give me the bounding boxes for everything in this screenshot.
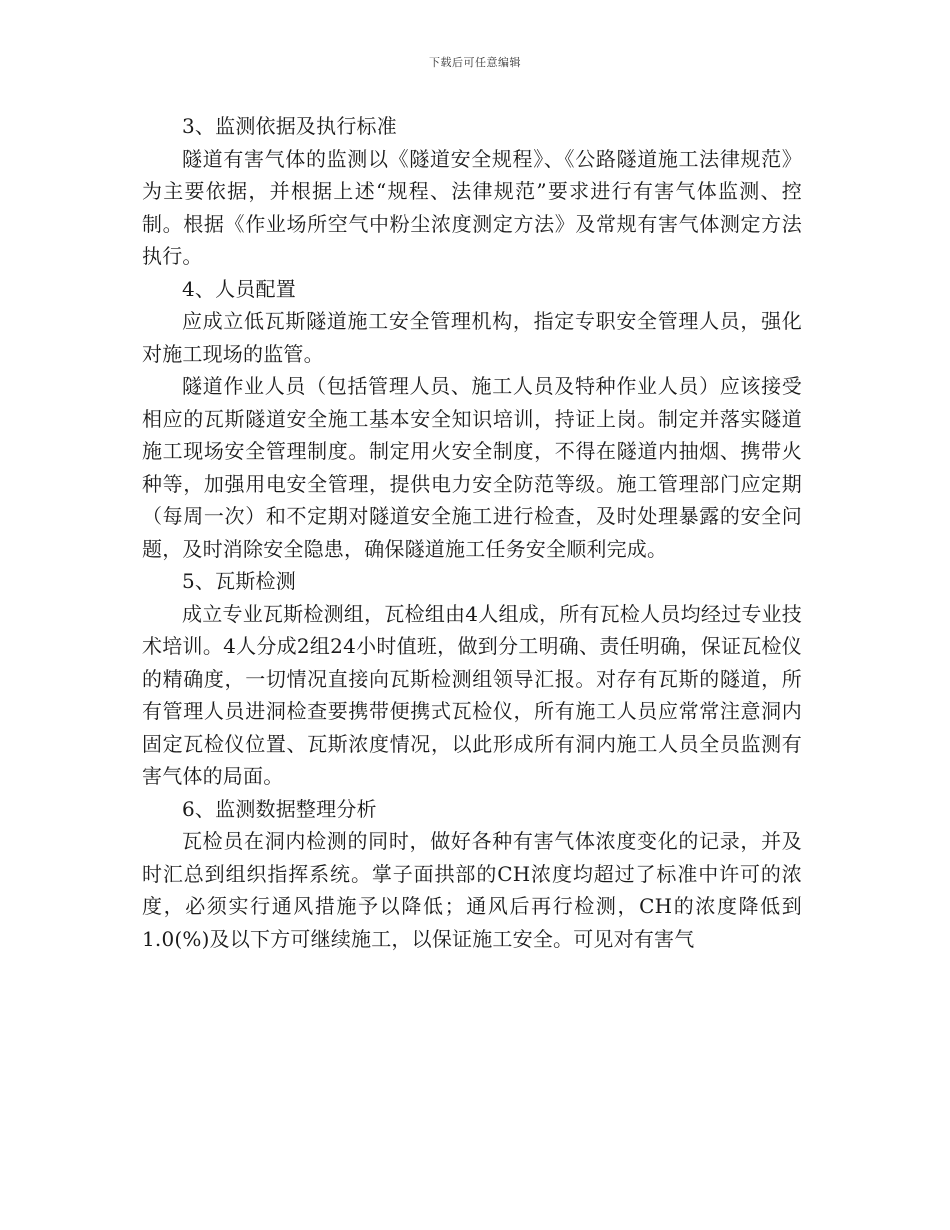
section-3 xyxy=(142,110,802,273)
section-4 xyxy=(142,273,802,566)
page-header-note: 下载后可任意编辑 xyxy=(429,56,521,69)
section-5 xyxy=(142,565,802,793)
paragraph: 成立专业瓦斯检测组，瓦检组由4人组成，所有瓦检人员均经过专业技术培训。4人分成2组24小时值班，做到分工明确、责任明确，保证瓦检仪的精确度，一切情况直接向瓦斯检测组领导汇报。对存有瓦斯的隧道，所有管理人员进洞检查要携带便携式瓦检仪，所有施工人员应常常注意洞内固定瓦检仪位置、瓦斯浓度情况，以此形成所有洞内施工人员全员监测有害气体的局面。 xyxy=(142,601,802,788)
section-heading: 4、人员配置 xyxy=(182,276,296,301)
section-heading: 5、瓦斯检测 xyxy=(182,569,296,593)
paragraph: 瓦检员在洞内检测的同时，做好各种有害气体浓度变化的记录，并及时汇总到组织指挥系统。掌子面拱部的CH浓度均超过了标准中许可的浓度，必须实行通风措施予以降低；通风后再行检测，CH的浓度降低到1.0(%)及以下方可继续施工，以保证施工安全。可见对有害气 xyxy=(142,829,802,951)
document-body xyxy=(142,110,802,955)
paragraph: 应成立低瓦斯隧道施工安全管理机构，指定专职安全管理人员，强化对施工现场的监管。 xyxy=(142,309,802,366)
section-heading: 3、监测依据及执行标准 xyxy=(182,114,397,138)
section-6 xyxy=(142,793,802,956)
paragraph: 隧道作业人员（包括管理人员、施工人员及特种作业人员）应该接受相应的瓦斯隧道安全施工基本安全知识培训，持证上岗。制定并落实隧道施工现场安全管理制度。制定用火安全制度，不得在隧道内抽烟、携带火种等，加强用电安全管理，提供电力安全防范等级。施工管理部门应定期（每周一次）和不定期对隧道安全施工进行检查，及时处理暴露的安全问题，及时消除安全隐患，确保隧道施工任务安全顺利完成。 xyxy=(142,374,802,561)
paragraph: 隧道有害气体的监测以《隧道安全规程》、《公路隧道施工法律规范》为主要依据，并根据上述“规程、法律规范”要求进行有害气体监测、控制。根据《作业场所空气中粉尘浓度测定方法》及常规有害气体测定方法执行。 xyxy=(142,146,802,268)
section-heading: 6、监测数据整理分析 xyxy=(182,796,377,821)
